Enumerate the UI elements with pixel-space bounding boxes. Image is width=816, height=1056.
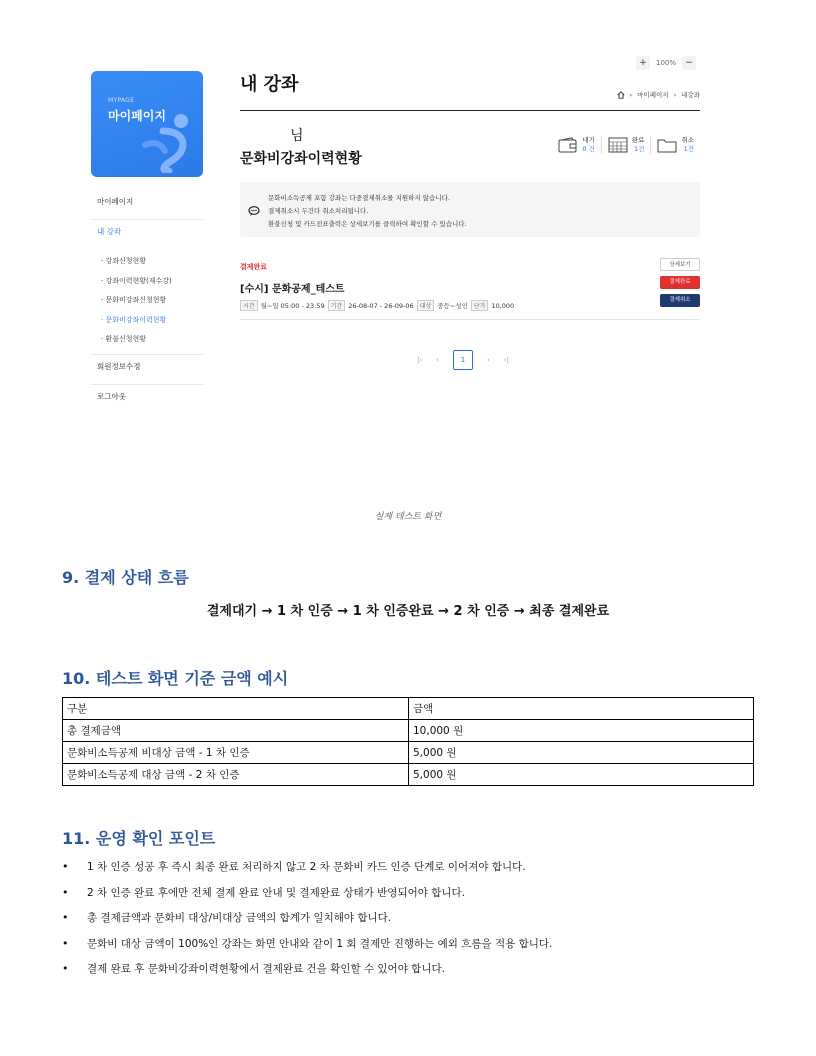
course-name: [수시] 문화공제_테스트 — [240, 284, 345, 295]
period-tag: 기간 — [328, 300, 346, 311]
table-row — [63, 720, 754, 742]
sidebar-sub-item[interactable]: · 환불신청현황 — [101, 335, 147, 343]
pager-last-button[interactable]: ›| — [503, 356, 509, 364]
course-time: 월~일 05:00 - 23:59 — [260, 302, 325, 310]
payment-cancel-button[interactable]: 결제취소 — [660, 294, 700, 307]
user-name: 님 — [290, 128, 304, 144]
stat-completed-label: 완료 — [631, 136, 645, 144]
section-11-heading: 11. 운영 확인 포인트 — [62, 829, 216, 848]
pager-first-button[interactable]: |‹ — [417, 356, 423, 364]
sidebar-item-my-course[interactable]: 내 강좌 — [97, 227, 122, 236]
pager-current-page[interactable]: 1 — [453, 350, 473, 370]
mypage-card — [91, 71, 203, 177]
course-price: 10,000 — [491, 301, 515, 310]
zoom-level: 100% — [655, 59, 676, 67]
list-item: • 총 결제금액과 문화비 대상/비대상 금액의 합계가 일치해야 합니다. — [62, 909, 762, 935]
section-9-heading: 9. 결제 상태 흐름 — [62, 568, 189, 587]
notice-line: 결제취소시 두건다 취소처리됩니다. — [268, 207, 369, 215]
main-content — [240, 70, 700, 364]
section-10-heading: 10. 테스트 화면 기준 금액 예시 — [62, 669, 289, 688]
table-row — [63, 742, 754, 764]
table-cell: 구분 — [63, 698, 409, 720]
sidebar-sub-list — [91, 250, 203, 355]
detail-button[interactable]: 상세보기 — [660, 258, 700, 271]
amount-table — [62, 697, 754, 786]
table-cell: 총 결제금액 — [63, 720, 409, 742]
payment-status-flow: 결제대기 → 1 차 인증 → 1 차 인증완료 → 2 차 인증 → 최종 결제완료 — [206, 604, 610, 619]
stat-completed-count: 1건 — [634, 145, 645, 153]
receipt-grid-icon — [608, 137, 628, 153]
wallet-icon — [558, 137, 578, 153]
list-item: • 1 차 인증 성공 후 즉시 최종 완료 처리하지 않고 2 차 문화비 카드 인증 단계로 이어져야 합니다. — [62, 858, 762, 884]
notice-line: 문화비소득공제 포함 강좌는 다중결제취소를 지원하지 않습니다. — [268, 194, 450, 202]
sidebar-item-mypage[interactable]: 마이페이지 — [91, 190, 203, 220]
stat-cancelled-count: 1건 — [683, 145, 694, 153]
table-row — [63, 698, 754, 720]
price-tag: 단가 — [471, 300, 489, 311]
list-item: • 2 차 인증 완료 후에만 전체 결제 완료 안내 및 결제완료 상태가 반영되어야 합니다. — [62, 884, 762, 910]
table-row — [63, 764, 754, 786]
mypage-label-en: MYPAGE — [108, 97, 135, 104]
mypage-label-ko: 마이페이지 — [108, 109, 166, 123]
title-divider — [240, 110, 700, 111]
stat-waiting-count: 0 건 — [582, 145, 595, 153]
check-points-list — [62, 858, 762, 986]
person-illustration-icon — [141, 111, 197, 173]
breadcrumb-current: 내강좌 — [681, 91, 700, 99]
list-item: • 결제 완료 후 문화비강좌이력현황에서 결제완료 건을 확인할 수 있어야 합니다. — [62, 960, 762, 986]
course-period: 26-08-07 - 26-09-06 — [348, 301, 414, 310]
sidebar-item-member-edit[interactable]: 회원정보수정 — [91, 355, 203, 385]
course-target: 중등~성인 — [437, 302, 468, 310]
stat-waiting[interactable] — [552, 136, 601, 154]
zoom-out-button[interactable]: − — [682, 56, 696, 70]
payment-complete-button[interactable]: 결제완료 — [660, 276, 700, 289]
stat-cancelled[interactable] — [650, 136, 700, 154]
screenshot-caption: 실제 테스트 화면 — [374, 512, 442, 522]
table-cell: 5,000 원 — [409, 764, 754, 786]
list-item: • 문화비 대상 금액이 100%인 강좌는 화면 안내와 같이 1 회 결제만 진행하는 예외 흐름을 적용 합니다. — [62, 935, 762, 961]
notice-box — [240, 182, 700, 237]
table-cell: 10,000 원 — [409, 720, 754, 742]
stat-cancelled-label: 취소 — [681, 136, 694, 144]
sidebar-item-logout[interactable]: 로그아웃 — [97, 391, 126, 401]
target-tag: 대상 — [417, 300, 435, 311]
breadcrumb-separator: › — [673, 90, 677, 99]
table-cell: 문화비소득공제 대상 금액 - 2 차 인증 — [63, 764, 409, 786]
sidebar-sub-item[interactable]: · 강좌신청현황 — [101, 257, 147, 265]
page-title: 내 강좌 — [240, 74, 299, 95]
test-screenshot — [62, 52, 736, 502]
speech-bubble-icon — [248, 206, 260, 216]
course-status: 결제완료 — [240, 263, 268, 271]
course-item — [240, 258, 700, 320]
folder-icon — [657, 137, 677, 153]
zoom-in-button[interactable]: + — [636, 56, 650, 70]
status-summary — [552, 136, 700, 154]
pagination — [417, 350, 509, 370]
sidebar-sub-item[interactable]: · 문화비강좌신청현황 — [101, 296, 167, 304]
sidebar-sub-item[interactable]: · 강좌이력현황(재수강) — [101, 276, 172, 285]
table-cell: 문화비소득공제 비대상 금액 - 1 차 인증 — [63, 742, 409, 764]
table-cell: 5,000 원 — [409, 742, 754, 764]
pager-next-button[interactable]: › — [486, 356, 490, 364]
home-icon[interactable] — [617, 91, 625, 99]
pager-prev-button[interactable]: ‹ — [436, 356, 439, 364]
sidebar-menu — [91, 190, 203, 415]
zoom-control — [636, 56, 696, 70]
breadcrumb-separator: › — [629, 90, 633, 99]
course-meta — [240, 300, 514, 311]
breadcrumb-mypage[interactable]: 마이페이지 — [637, 91, 669, 99]
stat-completed[interactable] — [601, 136, 651, 154]
section-title: 문화비강좌이력현황 — [240, 151, 362, 167]
breadcrumb — [617, 90, 700, 99]
sidebar-sub-item-active[interactable]: · 문화비강좌이력현황 — [101, 315, 167, 324]
stat-waiting-label: 대기 — [582, 136, 595, 144]
time-tag: 시간 — [240, 300, 258, 311]
table-cell: 금액 — [409, 698, 754, 720]
notice-line: 환불신청 및 카드전표출력은 상세보기를 클릭하여 확인할 수 있습니다. — [268, 220, 467, 228]
